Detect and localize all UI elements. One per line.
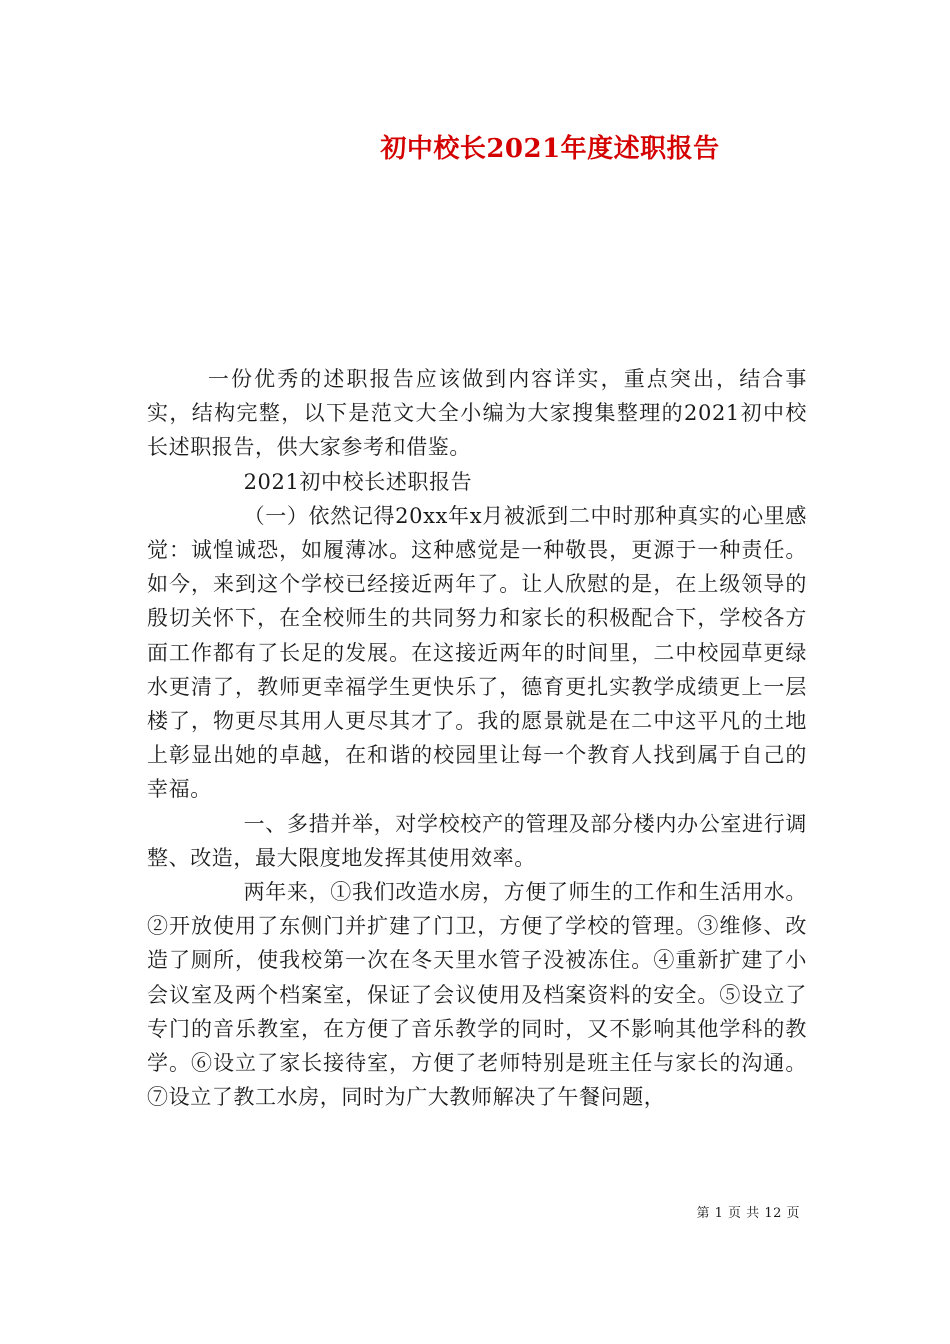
document-title: 初中校长2021年度述职报告 (380, 134, 720, 164)
report-subheading: 2021初中校长述职报告 (243, 469, 473, 494)
page-number-footer: 第 1 页 共 12 页 (696, 1206, 800, 1221)
document-body (147, 362, 807, 1114)
intro-paragraph: 一份优秀的述职报告应该做到内容详实，重点突出，结合事实，结构完整，以下是范文大全小编为大家搜集整理的2021初中校长述职报告，供大家参考和借鉴。 (147, 367, 807, 460)
section-one-paragraph: （一）依然记得20xx年x月被派到二中时那种真实的心里感觉：诚惶诚恐，如履薄冰。这种感觉是一种敬畏，更源于一种责任。如今，来到这个学校已经接近两年了。让人欣慰的是，在上级领导的殷切关怀下，在全校师生的共同努力和家长的积极配合下，学校各方面工作都有了长足的发展。在这接近两年的时间里，二中校园草更绿水更清了，教师更幸福学生更快乐了，德育更扎实教学成绩更上一层楼了，物更尽其用人更尽其才了。我的愿景就是在二中这平凡的土地上彰显出她的卓越，在和谐的校园里让每一个教育人找到属于自己的幸福。 (147, 503, 807, 802)
measure-heading-paragraph: 一、多措并举，对学校校产的管理及部分楼内办公室进行调整、改造，最大限度地发挥其使用效率。 (147, 811, 807, 870)
measures-list-paragraph: 两年来，①我们改造水房，方便了师生的工作和生活用水。②开放使用了东侧门并扩建了门卫，方便了学校的管理。③维修、改造了厕所，使我校第一次在冬天里水管子没被冻住。④重新扩建了小会议室及两个档案室，保证了会议使用及档案资料的安全。⑤设立了专门的音乐教室，在方便了音乐教学的同时，又不影响其他学科的教学。⑥设立了家长接待室，方便了老师特别是班主任与家长的沟通。⑦设立了教工水房，同时为广大教师解决了午餐问题， (147, 880, 807, 1110)
